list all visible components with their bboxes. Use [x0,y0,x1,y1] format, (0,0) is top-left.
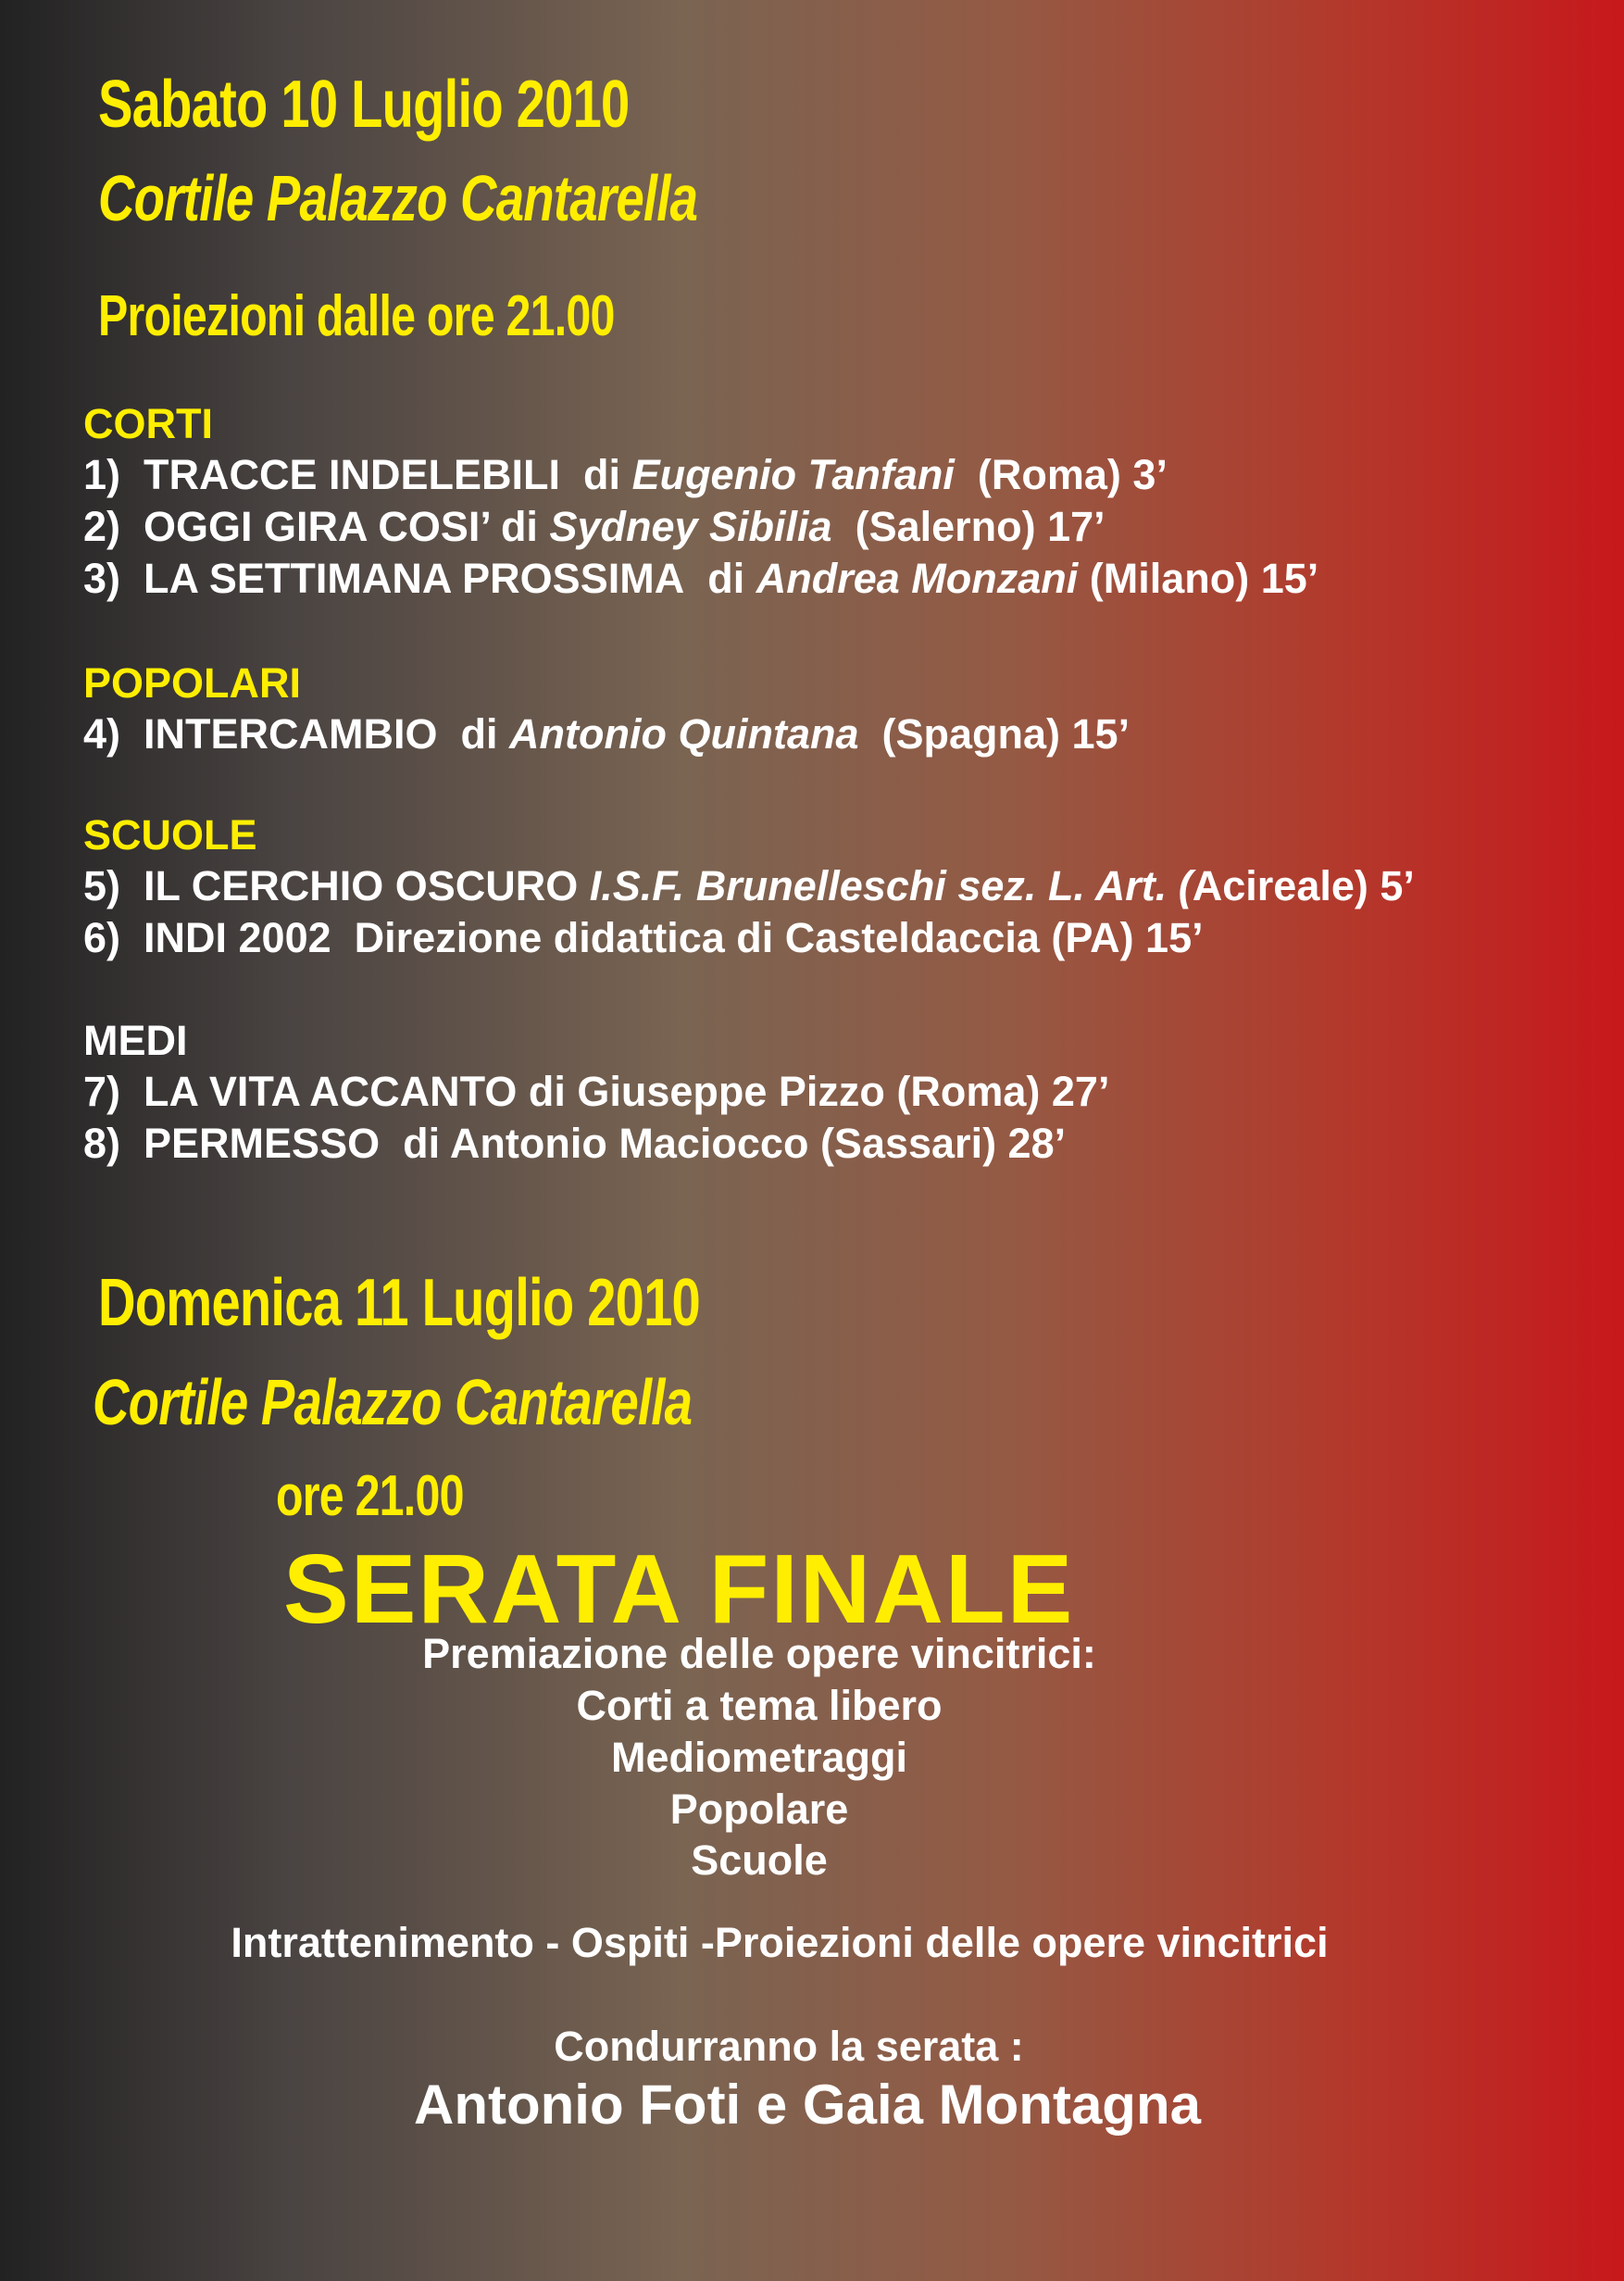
awards-intro: Premiazione delle opere vincitrici: [422,1630,1096,1677]
day1-projections-time: Proiezioni dalle ore 21.00 [98,284,615,348]
item-details: Direzione didattica di Casteldaccia (PA) 15’ [354,914,1204,961]
item-number: 8) [83,1120,121,1167]
award-category: Mediometraggi [610,1734,908,1781]
item-title: PERMESSO [144,1120,381,1167]
item-title: LA VITA ACCANTO [144,1068,518,1115]
item-title: OGGI GIRA COSI’ [144,503,490,550]
item-by: di [500,503,538,550]
day2-date: Domenica 11 Luglio 2010 [98,1266,701,1340]
section-label-medi: MEDI [83,1017,188,1064]
item-title: INTERCAMBIO [144,710,438,758]
item-author: I.S.F. Brunelleschi sez. L. Art. ( [589,862,1193,909]
program-item-4 [83,710,1130,758]
item-details: (Milano) 15’ [1089,555,1319,602]
item-number: 2) [83,503,121,550]
day1-venue: Cortile Palazzo Cantarella [98,162,698,234]
item-number: 4) [83,710,121,758]
program-item-2 [83,503,1106,551]
item-details: di Antonio Maciocco (Sassari) 28’ [403,1120,1067,1167]
item-by: di [460,710,498,758]
award-category: Scuole [691,1836,828,1884]
item-number: 3) [83,555,121,602]
item-number: 7) [83,1068,121,1115]
item-details: (Roma) 3’ [977,451,1168,498]
award-category: Popolare [669,1786,849,1833]
day2-time: ore 21.00 [276,1464,464,1528]
item-title: INDI 2002 [144,914,331,961]
item-author: Andrea Monzani [756,555,1079,602]
program-item-5 [83,862,1415,910]
item-details: (Salerno) 17’ [855,503,1106,550]
item-number: 6) [83,914,121,961]
item-details: (Spagna) 15’ [881,710,1131,758]
section-label-corti: CORTI [83,400,213,447]
entertainment-line: Intrattenimento - Ospiti -Proiezioni delle opere vincitrici [231,1919,1329,1966]
item-title: IL CERCHIO OSCURO [144,862,579,909]
item-details: Acireale) 5’ [1192,862,1415,909]
award-category: Corti a tema libero [576,1682,943,1729]
program-item-8 [83,1120,1066,1168]
day1-date: Sabato 10 Luglio 2010 [98,68,630,142]
item-title: LA SETTIMANA PROSSIMA [144,555,685,602]
section-label-scuole: SCUOLE [83,811,257,859]
program-item-1 [83,451,1168,499]
program-item-7 [83,1068,1109,1116]
item-by: di [707,555,745,602]
section-label-popolari: POPOLARI [83,659,302,707]
item-title: TRACCE INDELEBILI [144,451,561,498]
item-by: di [583,451,621,498]
day2-venue: Cortile Palazzo Cantarella [93,1366,693,1438]
hosts-intro: Condurranno la serata : [554,2023,1024,2070]
item-author: Sydney Sibilia [549,503,832,550]
item-author: Eugenio Tanfani [631,451,955,498]
item-number: 1) [83,451,121,498]
item-number: 5) [83,862,121,909]
program-item-6 [83,914,1204,962]
item-details: di Giuseppe Pizzo (Roma) 27’ [528,1068,1110,1115]
item-author: Antonio Quintana [509,710,859,758]
serata-finale-title: SERATA FINALE [283,1535,1075,1644]
program-item-3 [83,555,1318,603]
hosts-names: Antonio Foti e Gaia Montagna [414,2074,1201,2136]
